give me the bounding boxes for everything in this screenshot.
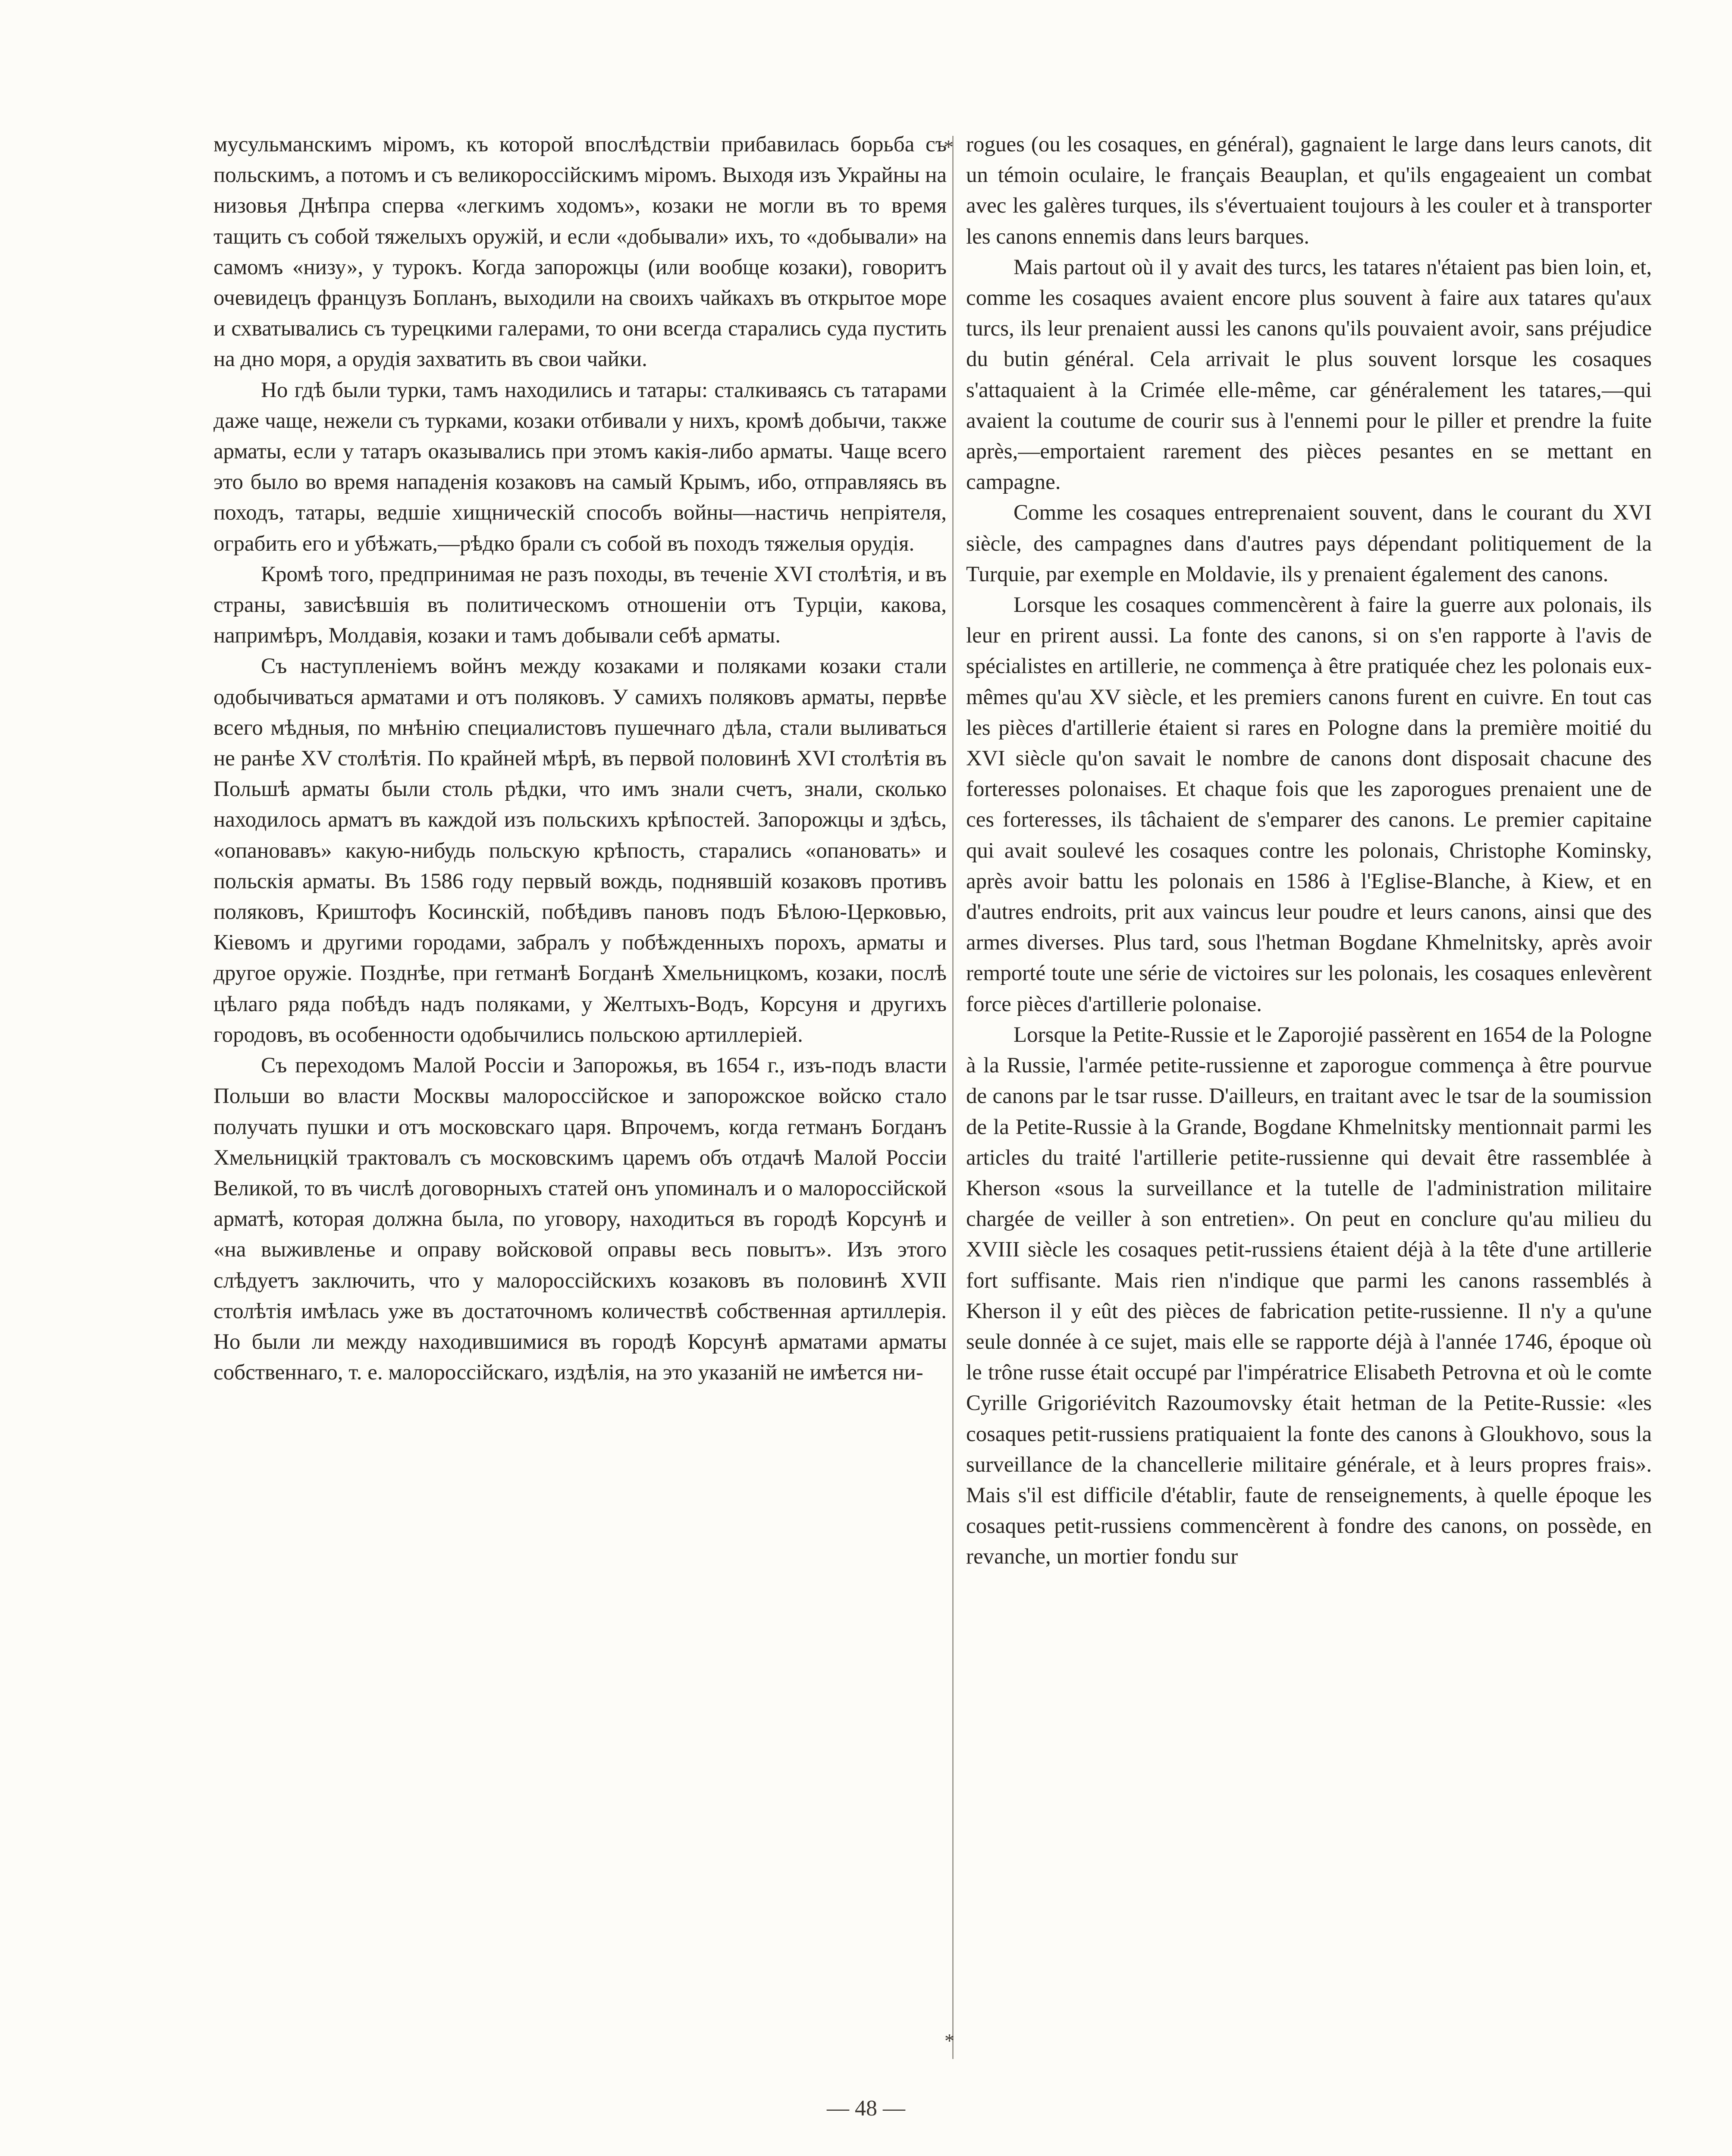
paragraph: Lorsque la Petite-Russie et le Zaporojié passèrent en 1654 de la Pologne à la Russie, l'armée petite-russienne et zaporogue commença à être pourvue de canons par le tsar russe. D'ailleurs, en traitant avec le tsar de la soumission de la Petite-Russie à la Grande, Bogdane Khmelnitsky mentionnait parmi les articles du traité l'artillerie petite-russienne qui devait être rassemblée à Kherson «sous la surveillance et la tutelle de l'administration militaire chargée de veiller à son entretien». On peut en conclure qu'au milieu du XVIII siècle les cosaques petit-russiens étaient déjà à la tête d'une artillerie fort suffisante. Mais rien n'indique que parmi les canons rassemblés à Kherson il y eût des pièces de fabrication petite-russienne. Il n'y a qu'une seule donnée à ce sujet, mais elle se rapporte déjà à l'année 1746, époque où le trône russe était occupé par l'impératrice Elisabeth Petrovna et où le comte Cyrille Grigoriévitch Razoumovsky était hetman de la Petite-Russie: «les cosaques petit-russiens pratiquaient la fonte des canons à Gloukhovo, sous la surveillance de la chancellerie militaire générale, et à leurs propres frais». Mais s'il est difficile d'établir, faute de renseignements, à quelle époque les cosaques petit-russiens commencèrent à fondre des canons, on possède, en revanche, un mortier fondu sur <box>966 1022 1652 1569</box>
paragraph: мусульманскимъ міромъ, къ которой впослѣдствіи прибавилась борьба съ польскимъ, а потомъ и съ великороссійскимъ міромъ. Выходя изъ Украйны на низовья Днѣпра сперва «легкимъ ходомъ», козаки не могли въ то время тащить съ собой тяжелыхъ оружій, и если «добывали» ихъ, то «добывали» на самомъ «низу», у турокъ. Когда запорожцы (или вообще козаки), говоритъ очевидецъ французъ Бопланъ, выходили на своихъ чайкахъ въ открытое море и схватывались съ турецкими галерами, то они всегда старались суда пустить на дно моря, а орудія захватить въ свои чайки. <box>213 132 947 372</box>
paragraph: Съ переходомъ Малой Россіи и Запорожья, въ 1654 г., изъ-подъ власти Польши во власти Москвы малороссійское и запорожское войско стало получать пушки и отъ московскаго царя. Впрочемъ, когда гетманъ Богданъ Хмельницкій трактовалъ съ московскимъ царемъ объ отдачѣ Малой Россіи Великой, то въ числѣ договорныхъ статей онъ упоминалъ и о малороссійской арматѣ, которая должна была, по уговору, находиться въ городѣ Корсунѣ и «на выживленье и оправу войсковой оправы весь повытъ». Изъ этого слѣдуетъ заключить, что у малороссійскихъ козаковъ въ половинѣ XVII столѣтія имѣлась уже въ достаточномъ количествѣ собственная артиллерія. Но были ли между находившимися въ городѣ Корсунѣ арматами арматы собственнаго, т. е. малороссійскаго, издѣлія, на это указаній не имѣется ни- <box>213 1053 947 1385</box>
paragraph: rogues (ou les cosaques, en général), gagnaient le large dans leurs canots, dit un témoin oculaire, le français Beauplan, et qu'ils engageaient un combat avec les galères turques, ils s'évertuaient toujours à les couler et à transporter les canons ennemis dans leurs barques. <box>966 132 1652 249</box>
footnote-mark-top: * <box>944 136 954 158</box>
paragraph: Но гдѣ были турки, тамъ находились и татары: сталкиваясь съ татарами даже чаще, нежели съ турками, козаки отбивали у нихъ, кромѣ добычи, также арматы, если у татаръ оказывались при этомъ какія-либо арматы. Чаще всего это было во время нападенія козаковъ на самый Крымъ, ибо, отправляясь въ походъ, татары, ведшіе хищническій способъ войны—настичь непріятеля, ограбить его и убѣжать,—рѣдко брали съ собой въ походъ тяжелыя орудія. <box>213 378 947 556</box>
column-divider <box>952 136 954 2059</box>
paragraph: Съ наступленіемъ войнъ между козаками и поляками козаки стали одобычиваться арматами и отъ поляковъ. У самихъ поляковъ арматы, первѣе всего мѣдныя, по мнѣнію специалистовъ пушечнаго дѣла, стали выливаться не ранѣе XV столѣтія. По крайней мѣрѣ, въ первой половинѣ XVI столѣтія въ Польшѣ арматы были столь рѣдки, что имъ знали счетъ, знали, сколько находилось арматъ въ каждой изъ польскихъ крѣпостей. Запорожцы и здѣсь, «опановавъ» какую-нибудь польскую крѣпость, старались «опановать» и польскія арматы. Въ 1586 году первый вождь, поднявшій козаковъ противъ поляковъ, Криштофъ Косинскій, побѣдивъ пановъ подъ Бѣлою-Церковью, Кіевомъ и другими городами, забралъ у побѣжденныхъ порохъ, арматы и другое оружіе. Позднѣе, при гетманѣ Богданѣ Хмельницкомъ, козаки, послѣ цѣлаго ряда побѣдъ надъ поляками, у Желтыхъ-Водъ, Корсуня и другихъ городовъ, въ особенности одобычились польскою артиллеріей. <box>213 654 947 1047</box>
paragraph: Comme les cosaques entreprenaient souvent, dans le courant du XVI siècle, des campagnes dans d'autres pays dépendant politiquement de la Turquie, par exemple en Moldavie, ils y prenaient également des canons. <box>966 501 1652 586</box>
footnote-mark-bottom: * <box>944 2030 954 2052</box>
french-text-column <box>966 129 1652 2057</box>
russian-text-column <box>213 129 947 2057</box>
paragraph: Кромѣ того, предпринимая не разъ походы, въ теченіе XVI столѣтія, и въ страны, зависѣвшія въ политическомъ отношеніи отъ Турціи, какова, напримѣръ, Молдавія, козаки и тамъ добывали себѣ арматы. <box>213 562 947 648</box>
page-number: — 48 — <box>827 2096 905 2121</box>
paragraph: Mais partout où il y avait des turcs, les tatares n'étaient pas bien loin, et, comme les cosaques avaient encore plus souvent à faire aux tatares qu'aux turcs, ils leur prenaient aussi les canons qu'ils pouvaient avoir, sans préjudice du butin général. Cela arrivait le plus souvent lorsque les cosaques s'attaquaient à la Crimée elle-même, car généralement les tatares,—qui avaient la coutume de courir sus à l'ennemi pour le piller et prendre la fuite après,—emportaient rarement des pièces pesantes en se mettant en campagne. <box>966 255 1652 495</box>
paragraph: Lorsque les cosaques commencèrent à faire la guerre aux polonais, ils leur en prirent aussi. La fonte des canons, si on s'en rapporte à l'avis de spécialistes en artillerie, ne commença à être pratiquée chez les polonais eux-mêmes qu'au XV siècle, et les premiers canons furent en cuivre. En tout cas les pièces d'artillerie étaient si rares en Pologne dans la première moitié du XVI siècle qu'on savait le nombre de canons dont disposait chacune des forteresses polonaises. Et chaque fois que les zaporogues prenaient une de ces forteresses, ils tâchaient de s'emparer des canons. Le premier capitaine qui avait soulevé les cosaques contre les polonais, Christophe Kominsky, après avoir battu les polonais en 1586 à l'Eglise-Blanche, à Kiew, et en d'autres endroits, prit aux vaincus leur poudre et leurs canons, ainsi que des armes diverses. Plus tard, sous l'hetman Bogdane Khmelnitsky, après avoir remporté toute une série de victoires sur les polonais, les cosaques enlevèrent force pièces d'artillerie polonaise. <box>966 593 1652 1016</box>
